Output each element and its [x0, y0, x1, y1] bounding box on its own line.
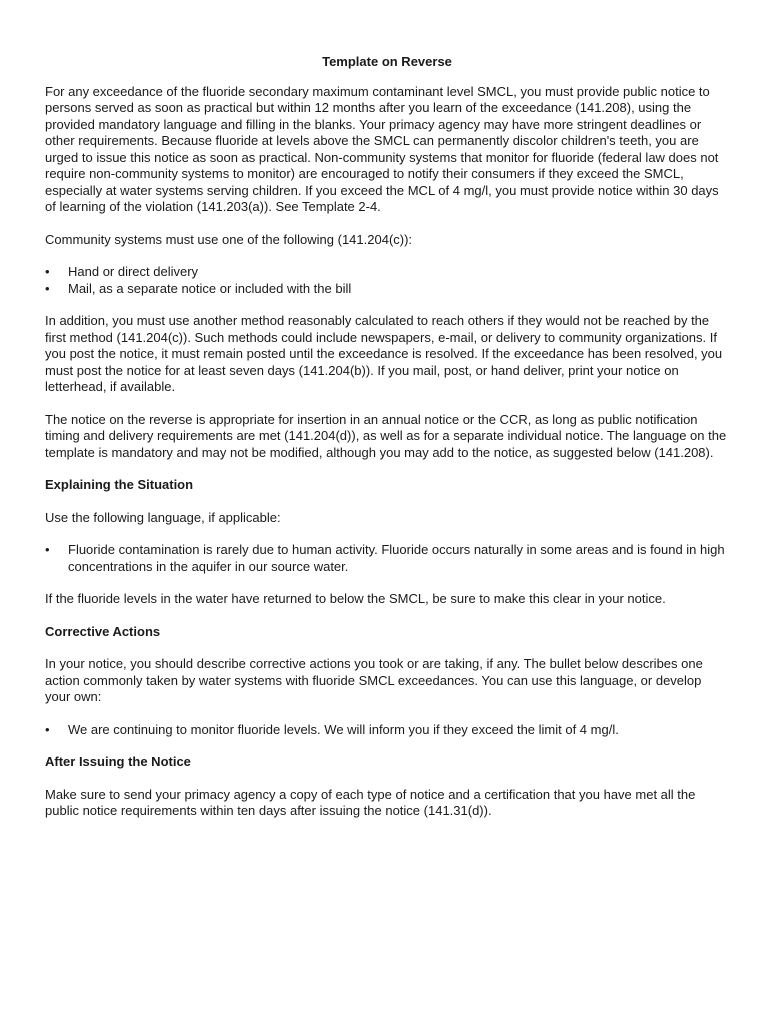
list-item-text: We are continuing to monitor fluoride levels. We will inform you if they exceed the limit of 4 mg/l. [68, 721, 619, 737]
situation-intro-paragraph: Use the following language, if applicable: [45, 509, 281, 525]
after-notice-heading: After Issuing the Notice [45, 754, 191, 769]
page-title: Template on Reverse [322, 54, 452, 69]
additional-method-paragraph: In addition, you must use another method reasonably calculated to reach others if they would not be reached by the first method (141.204(c)). Such methods could include newspapers, e-mail, or delivery to community organizations. If you post the notice, it must remain posted until the exceedance is resolved. If the exceedance has been resolved, you must post the notice for at least seven days (141.204(b)). If you mail, post, or hand deliver, print your notice on letterhead, if available. [45, 313, 723, 394]
list-item [45, 281, 729, 298]
after-notice-paragraph: Make sure to send your primacy agency a copy of each type of notice and a certification that you have met all the public notice requirements within ten days after issuing the notice (141.31(d)). [45, 786, 696, 818]
delivery-methods-list [45, 264, 729, 297]
list-item-text: Hand or direct delivery [68, 264, 199, 279]
intro-paragraph: For any exceedance of the fluoride secondary maximum contaminant level SMCL, you must provide public notice to persons served as soon as practical but within 12 months after you learn of the exceedance (141.208), using the provided mandatory language and filling in the blanks. Your primacy agency may have more stringent deadlines or other requirements. Because fluoride at levels above the SMCL can permanently discolor children's teeth, you are urged to issue this notice as soon as practical. Non-community systems that monitor for fluoride (federal law does not require non-community systems to monitor) are encouraged to notify their consumers if they exceed the SMCL, especially at water systems serving children. If you exceed the MCL of 4 mg/l, you must provide notice within 30 days of learning of the violation (141.203(a)). See Template 2-4. [45, 83, 719, 214]
list-item-text: Mail, as a separate notice or included with the bill [68, 280, 352, 296]
bullet-icon: • [45, 721, 50, 737]
situation-bullets-list [45, 542, 729, 575]
community-intro-paragraph: Community systems must use one of the following (141.204(c)): [45, 231, 413, 247]
situation-note-paragraph: If the fluoride levels in the water have returned to below the SMCL, be sure to make this clear in your notice. [45, 591, 666, 606]
corrective-intro-paragraph: In your notice, you should describe corrective actions you took or are taking, if any. The bullet below describes one action commonly taken by water systems with fluoride SMCL exceedances. You can use this language, or develop your own: [45, 656, 703, 704]
bullet-icon: • [45, 280, 50, 296]
bullet-icon: • [45, 542, 50, 557]
document-page [45, 54, 729, 836]
list-item [45, 542, 729, 575]
bullet-icon: • [45, 264, 50, 279]
list-item-text: Fluoride contamination is rarely due to human activity. Fluoride occurs naturally in some areas and is found in high concentrations in the aquifer in our source water. [68, 542, 725, 574]
reverse-notice-paragraph: The notice on the reverse is appropriate for insertion in an annual notice or the CCR, as long as public notification timing and delivery requirements are met (141.204(d)), as well as for a separate individual notice. The language on the template is mandatory and may not be modified, although you may add to the notice, as suggested below (141.208). [45, 411, 727, 460]
list-item [45, 722, 729, 739]
corrective-heading: Corrective Actions [45, 623, 161, 639]
corrective-bullets-list [45, 722, 729, 739]
list-item [45, 264, 729, 281]
situation-heading: Explaining the Situation [45, 477, 194, 492]
